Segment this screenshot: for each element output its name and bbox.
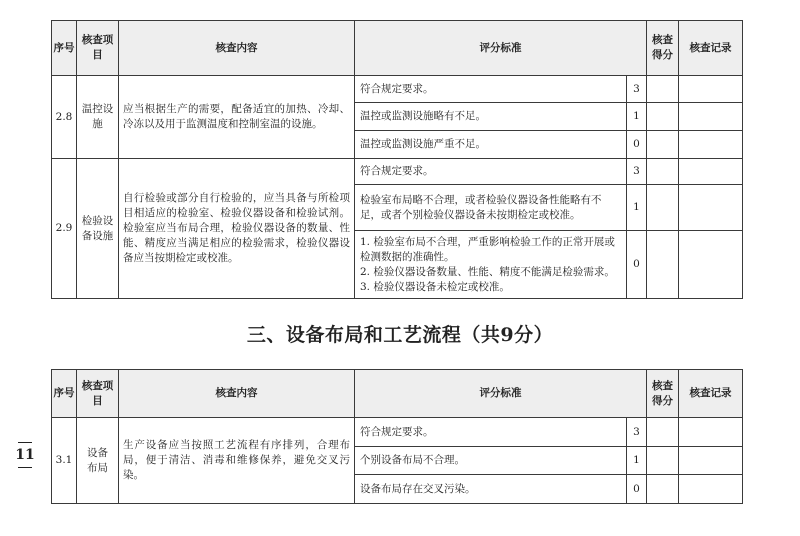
score-cell[interactable] [647,475,679,504]
header-seq: 序号 [52,370,77,418]
record-cell[interactable] [679,76,743,103]
score-cell[interactable] [647,447,679,475]
criterion-score: 0 [627,231,647,299]
page-number-text: 11 [15,447,35,463]
score-cell[interactable] [647,418,679,447]
table-row [52,76,743,103]
row-content: 生产设备应当按照工艺流程有序排列，合理布局，便于清洁、消毒和维修保养，避免交叉污染。 [119,418,355,504]
criterion-score: 0 [627,475,647,504]
inspection-table-1 [51,20,743,299]
criterion-score: 1 [627,103,647,131]
row-seq: 2.9 [52,159,77,299]
score-cell[interactable] [647,159,679,185]
row-seq: 2.8 [52,76,77,159]
criterion-text: 温控或监测设施略有不足。 [355,103,627,131]
header-record: 核查记录 [679,21,743,76]
inspection-table-2 [51,369,743,504]
record-cell[interactable] [679,231,743,299]
row-item: 温控设施 [77,76,119,159]
table-header-row [52,21,743,76]
table-row [52,418,743,447]
criterion-score: 3 [627,159,647,185]
criterion-text: 温控或监测设施严重不足。 [355,131,627,159]
section-title: 三、设备布局和工艺流程（共9分） [246,324,554,346]
page-number-rule [18,467,32,468]
row-item: 设备布局 [77,418,119,504]
table-header-row [52,370,743,418]
header-record: 核查记录 [679,370,743,418]
criterion-line: 1. 检验室布局不合理，严重影响检验工作的正常开展或检测数据的准确性。 [360,235,615,263]
criterion-score: 3 [627,418,647,447]
header-content: 核查内容 [119,370,355,418]
row-content: 自行检验或部分自行检验的，应当具备与所检项目相适应的检验室、检验仪器设备和检验试剂。检验室应当布局合理，检验仪器设备的数量、性能、精度应当满足相应的检验需求，检验仪器设备应当按期检定或校准。 [119,159,355,299]
criterion-line: 3. 检验仪器设备未检定或校准。 [360,280,510,293]
header-criteria: 评分标准 [355,21,647,76]
record-cell[interactable] [679,418,743,447]
criterion-text: 个别设备布局不合理。 [355,447,627,475]
record-cell[interactable] [679,185,743,231]
score-cell[interactable] [647,76,679,103]
criterion-text [355,231,627,299]
page-number-rule [18,442,32,443]
criterion-score: 1 [627,185,647,231]
header-score: 核查得分 [647,21,679,76]
record-cell[interactable] [679,475,743,504]
criterion-text: 设备布局存在交叉污染。 [355,475,627,504]
header-seq: 序号 [52,21,77,76]
criterion-score: 1 [627,447,647,475]
header-item: 核查项目 [77,21,119,76]
row-item: 检验设备设施 [77,159,119,299]
criterion-text: 检验室布局略不合理，或者检验仪器设备性能略有不足，或者个别检验仪器设备未按期检定或校准。 [355,185,627,231]
record-cell[interactable] [679,131,743,159]
row-content: 应当根据生产的需要，配备适宜的加热、冷却、冷冻以及用于监测温度和控制室温的设施。 [119,76,355,159]
criterion-text: 符合规定要求。 [355,418,627,447]
score-cell[interactable] [647,103,679,131]
criterion-line: 2. 检验仪器设备数量、性能、精度不能满足检验需求。 [360,265,615,278]
score-cell[interactable] [647,185,679,231]
score-cell[interactable] [647,231,679,299]
row-seq: 3.1 [52,418,77,504]
record-cell[interactable] [679,447,743,475]
criterion-text: 符合规定要求。 [355,159,627,185]
header-item: 核查项目 [77,370,119,418]
record-cell[interactable] [679,103,743,131]
criterion-text: 符合规定要求。 [355,76,627,103]
record-cell[interactable] [679,159,743,185]
header-criteria: 评分标准 [355,370,647,418]
criterion-score: 0 [627,131,647,159]
criterion-score: 3 [627,76,647,103]
header-score: 核查得分 [647,370,679,418]
page-number [14,438,36,472]
header-content: 核查内容 [119,21,355,76]
score-cell[interactable] [647,131,679,159]
table-row [52,159,743,185]
